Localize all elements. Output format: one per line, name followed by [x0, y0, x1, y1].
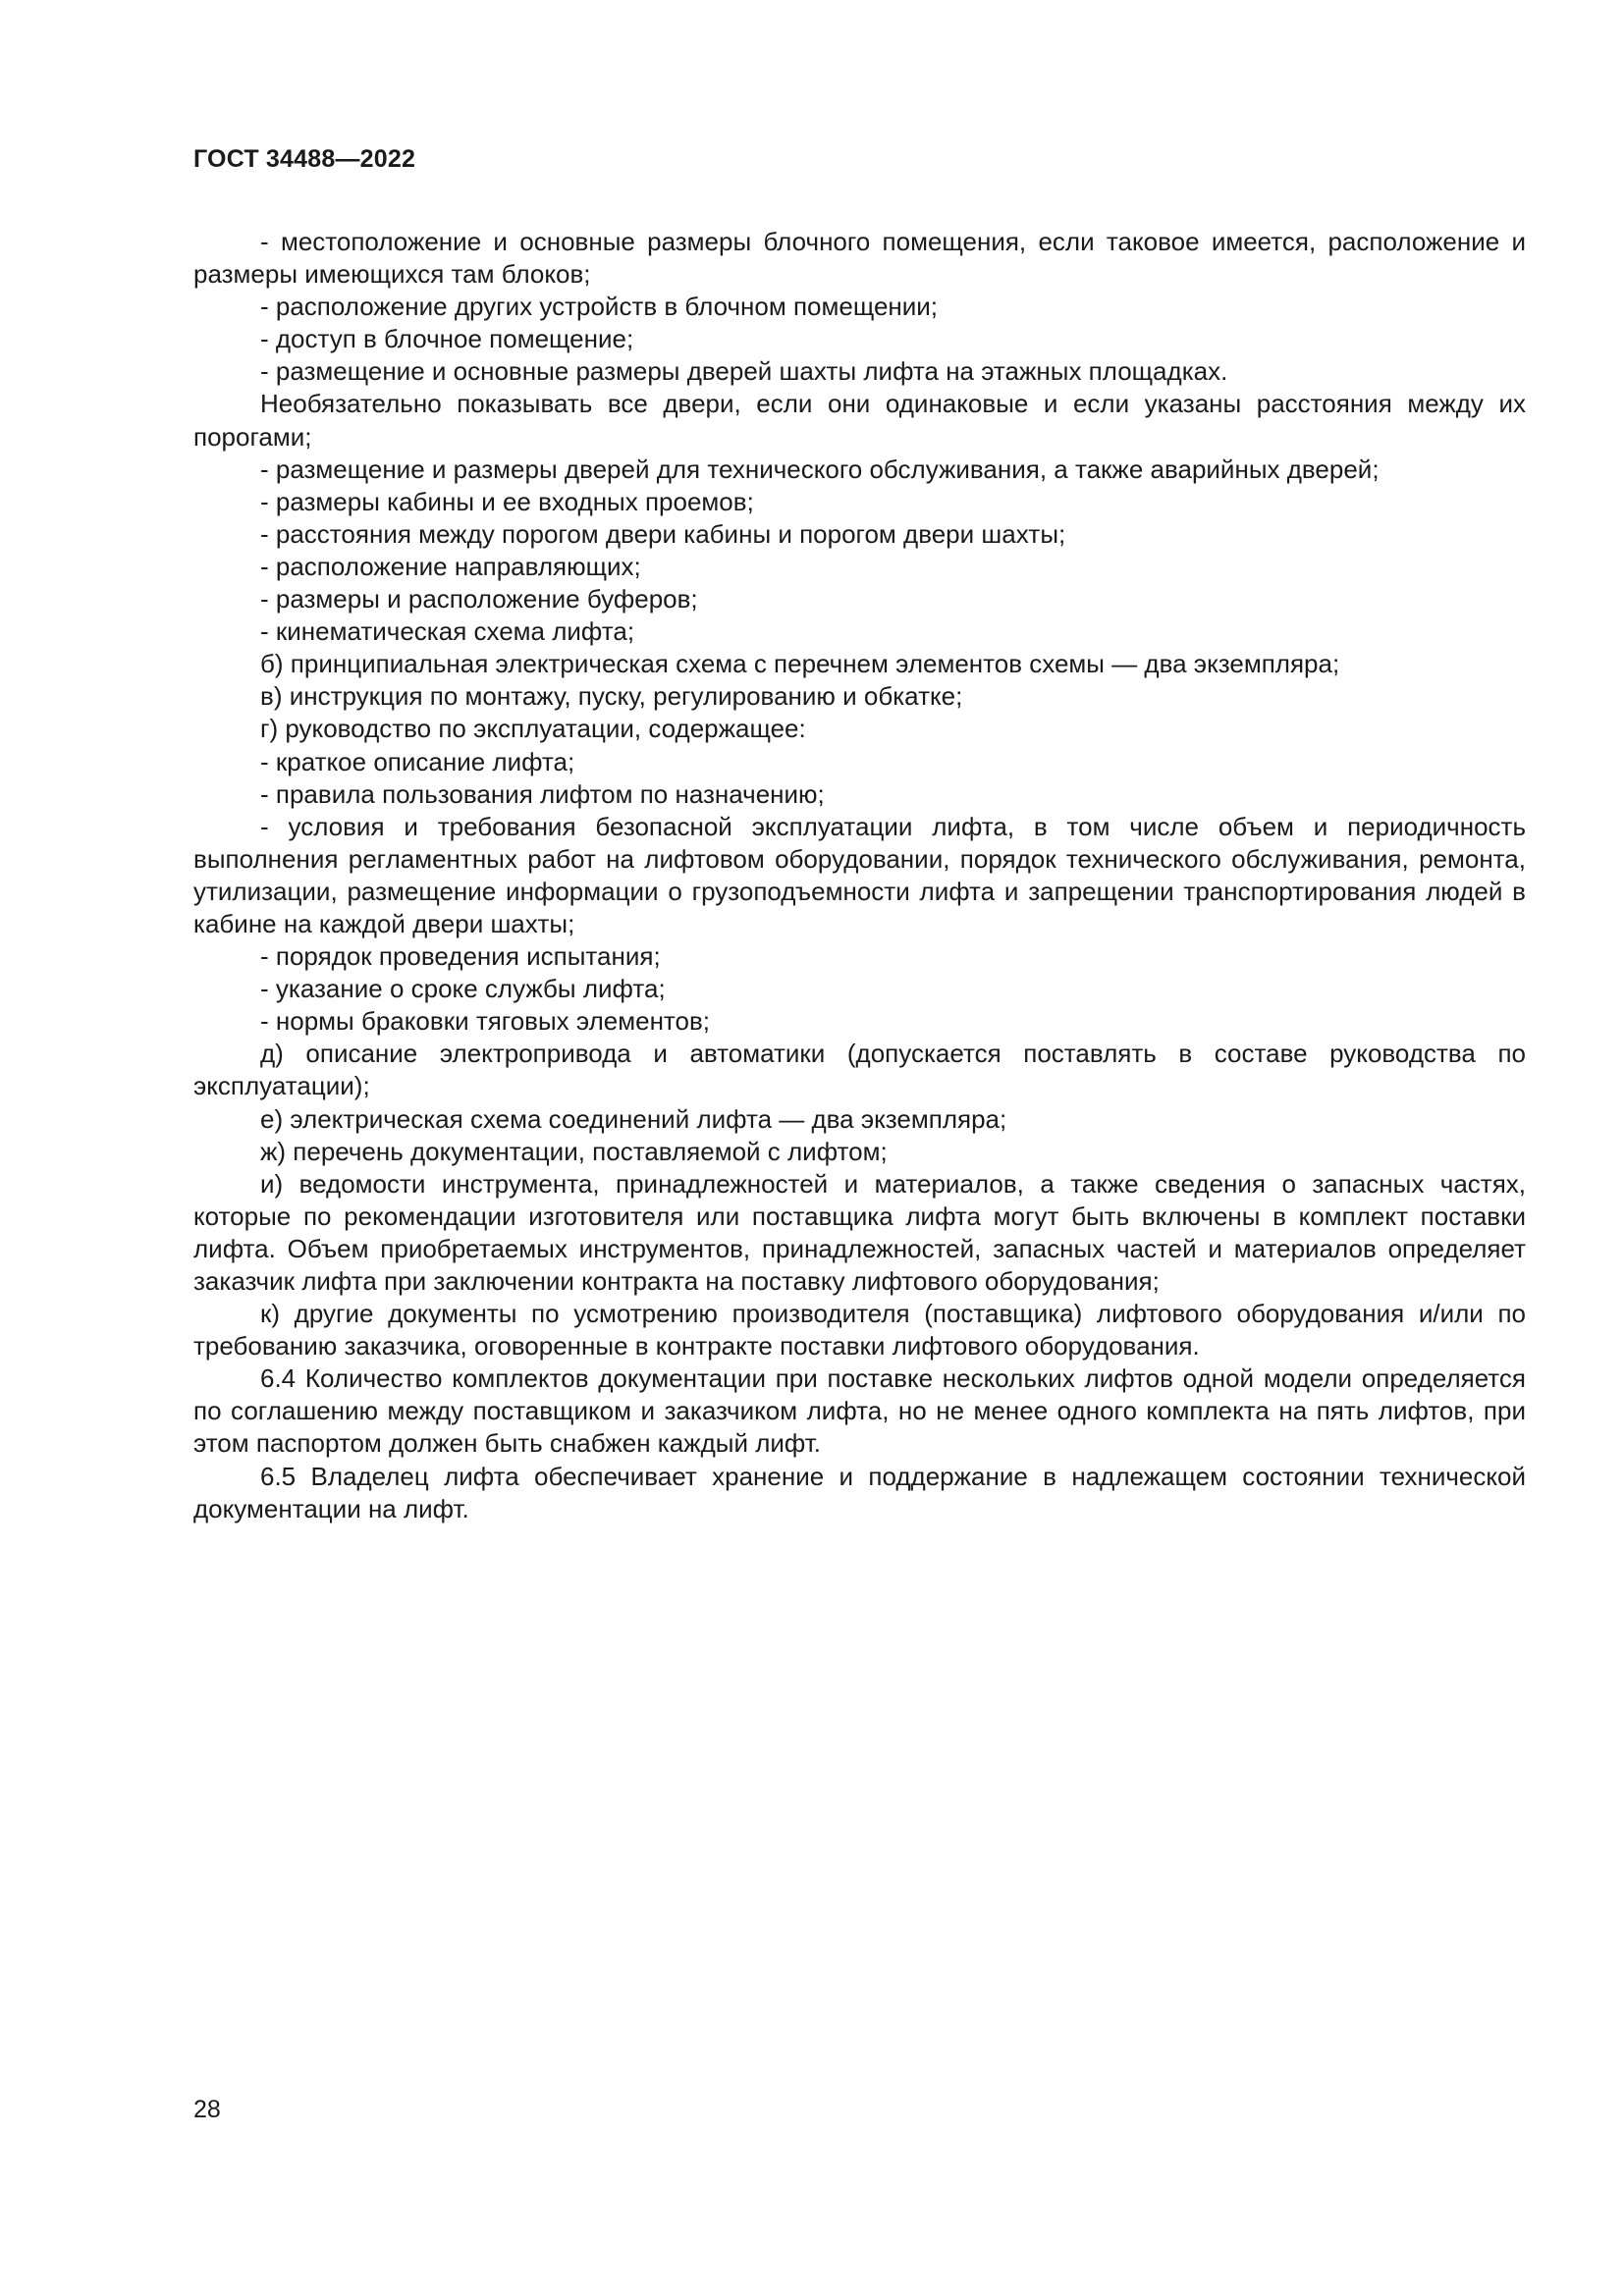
paragraph: - размещение и размеры дверей для технического обслуживания, а также аварийных дверей;: [260, 454, 1380, 484]
paragraph: Необязательно показывать все двери, если они одинаковые и если указаны расстояния между их порогами;: [193, 389, 1526, 452]
paragraph: 6.5 Владелец лифта обеспечивает хранение и поддержание в надлежащем состоянии технической документации на лифт.: [193, 1461, 1526, 1523]
paragraph: б) принципиальная электрическая схема с перечнем элементов схемы — два экземпляра;: [260, 649, 1340, 679]
paragraph: в) инструкция по монтажу, пуску, регулированию и обкатке;: [260, 681, 963, 712]
paragraph: - кинематическая схема лифта;: [260, 616, 635, 647]
paragraph: к) другие документы по усмотрению производителя (поставщика) лифтового оборудования и/или по требованию заказчика, оговоренные в контракте поставки лифтового оборудования.: [193, 1299, 1526, 1362]
paragraph: - нормы браковки тяговых элементов;: [260, 1006, 711, 1037]
paragraph: - доступ в блочное помещение;: [260, 324, 634, 354]
page-number: 28: [193, 2096, 221, 2123]
paragraph: е) электрическая схема соединений лифта — два экземпляра;: [260, 1103, 1007, 1134]
paragraph: - указание о сроке службы лифта;: [260, 974, 666, 1004]
paragraph: 6.4 Количество комплектов документации при поставке нескольких лифтов одной модели определяется по соглашению между поставщиком и заказчиком лифта, но не менее одного комплекта на пять лифтов, при этом паспортом должен быть снабжен каждый лифт.: [193, 1363, 1526, 1459]
paragraph: - размеры кабины и ее входных проемов;: [260, 486, 754, 516]
paragraph: - краткое описание лифта;: [260, 746, 575, 776]
paragraph: - размещение и основные размеры дверей шахты лифта на этажных площадках.: [260, 356, 1228, 387]
paragraph: - условия и требования безопасной эксплуатации лифта, в том числе объем и периодичность выполнения регламентных работ на лифтовом оборудовании, порядок технического обслуживания, ремонта, утилизации, размещение информации о грузоподъемности лифта и запрещении транспортирования людей в кабине на каждой двери шахты;: [193, 811, 1526, 938]
paragraph: - расположение других устройств в блочном помещении;: [260, 292, 939, 322]
paragraph: ж) перечень документации, поставляемой с лифтом;: [260, 1136, 888, 1166]
document-body: [193, 226, 1526, 1525]
document-header: ГОСТ 34488—2022: [193, 145, 416, 173]
paragraph: - расположение направляющих;: [260, 551, 641, 581]
paragraph: д) описание электропривода и автоматики (допускается поставлять в составе руководства по эксплуатации);: [193, 1039, 1526, 1101]
paragraph: - расстояния между порогом двери кабины и порогом двери шахты;: [260, 518, 1066, 549]
paragraph: - местоположение и основные размеры блочного помещения, если таковое имеется, расположение и размеры имеющихся там блоков;: [193, 227, 1526, 290]
paragraph: - порядок проведения испытания;: [260, 941, 661, 972]
paragraph: - правила пользования лифтом по назначению;: [260, 778, 825, 809]
paragraph: - размеры и расположение буферов;: [260, 584, 698, 614]
paragraph: и) ведомости инструмента, принадлежностей и материалов, а также сведения о запасных частях, которые по рекомендации изготовителя или поставщика лифта могут быть включены в комплект поставки лифта. Объем приобретаемых инструментов, принадлежностей, запасных частей и материалов определяет заказчик лифта при заключении контракта на поставку лифтового оборудования;: [193, 1168, 1526, 1296]
paragraph: г) руководство по эксплуатации, содержащее:: [260, 714, 806, 744]
